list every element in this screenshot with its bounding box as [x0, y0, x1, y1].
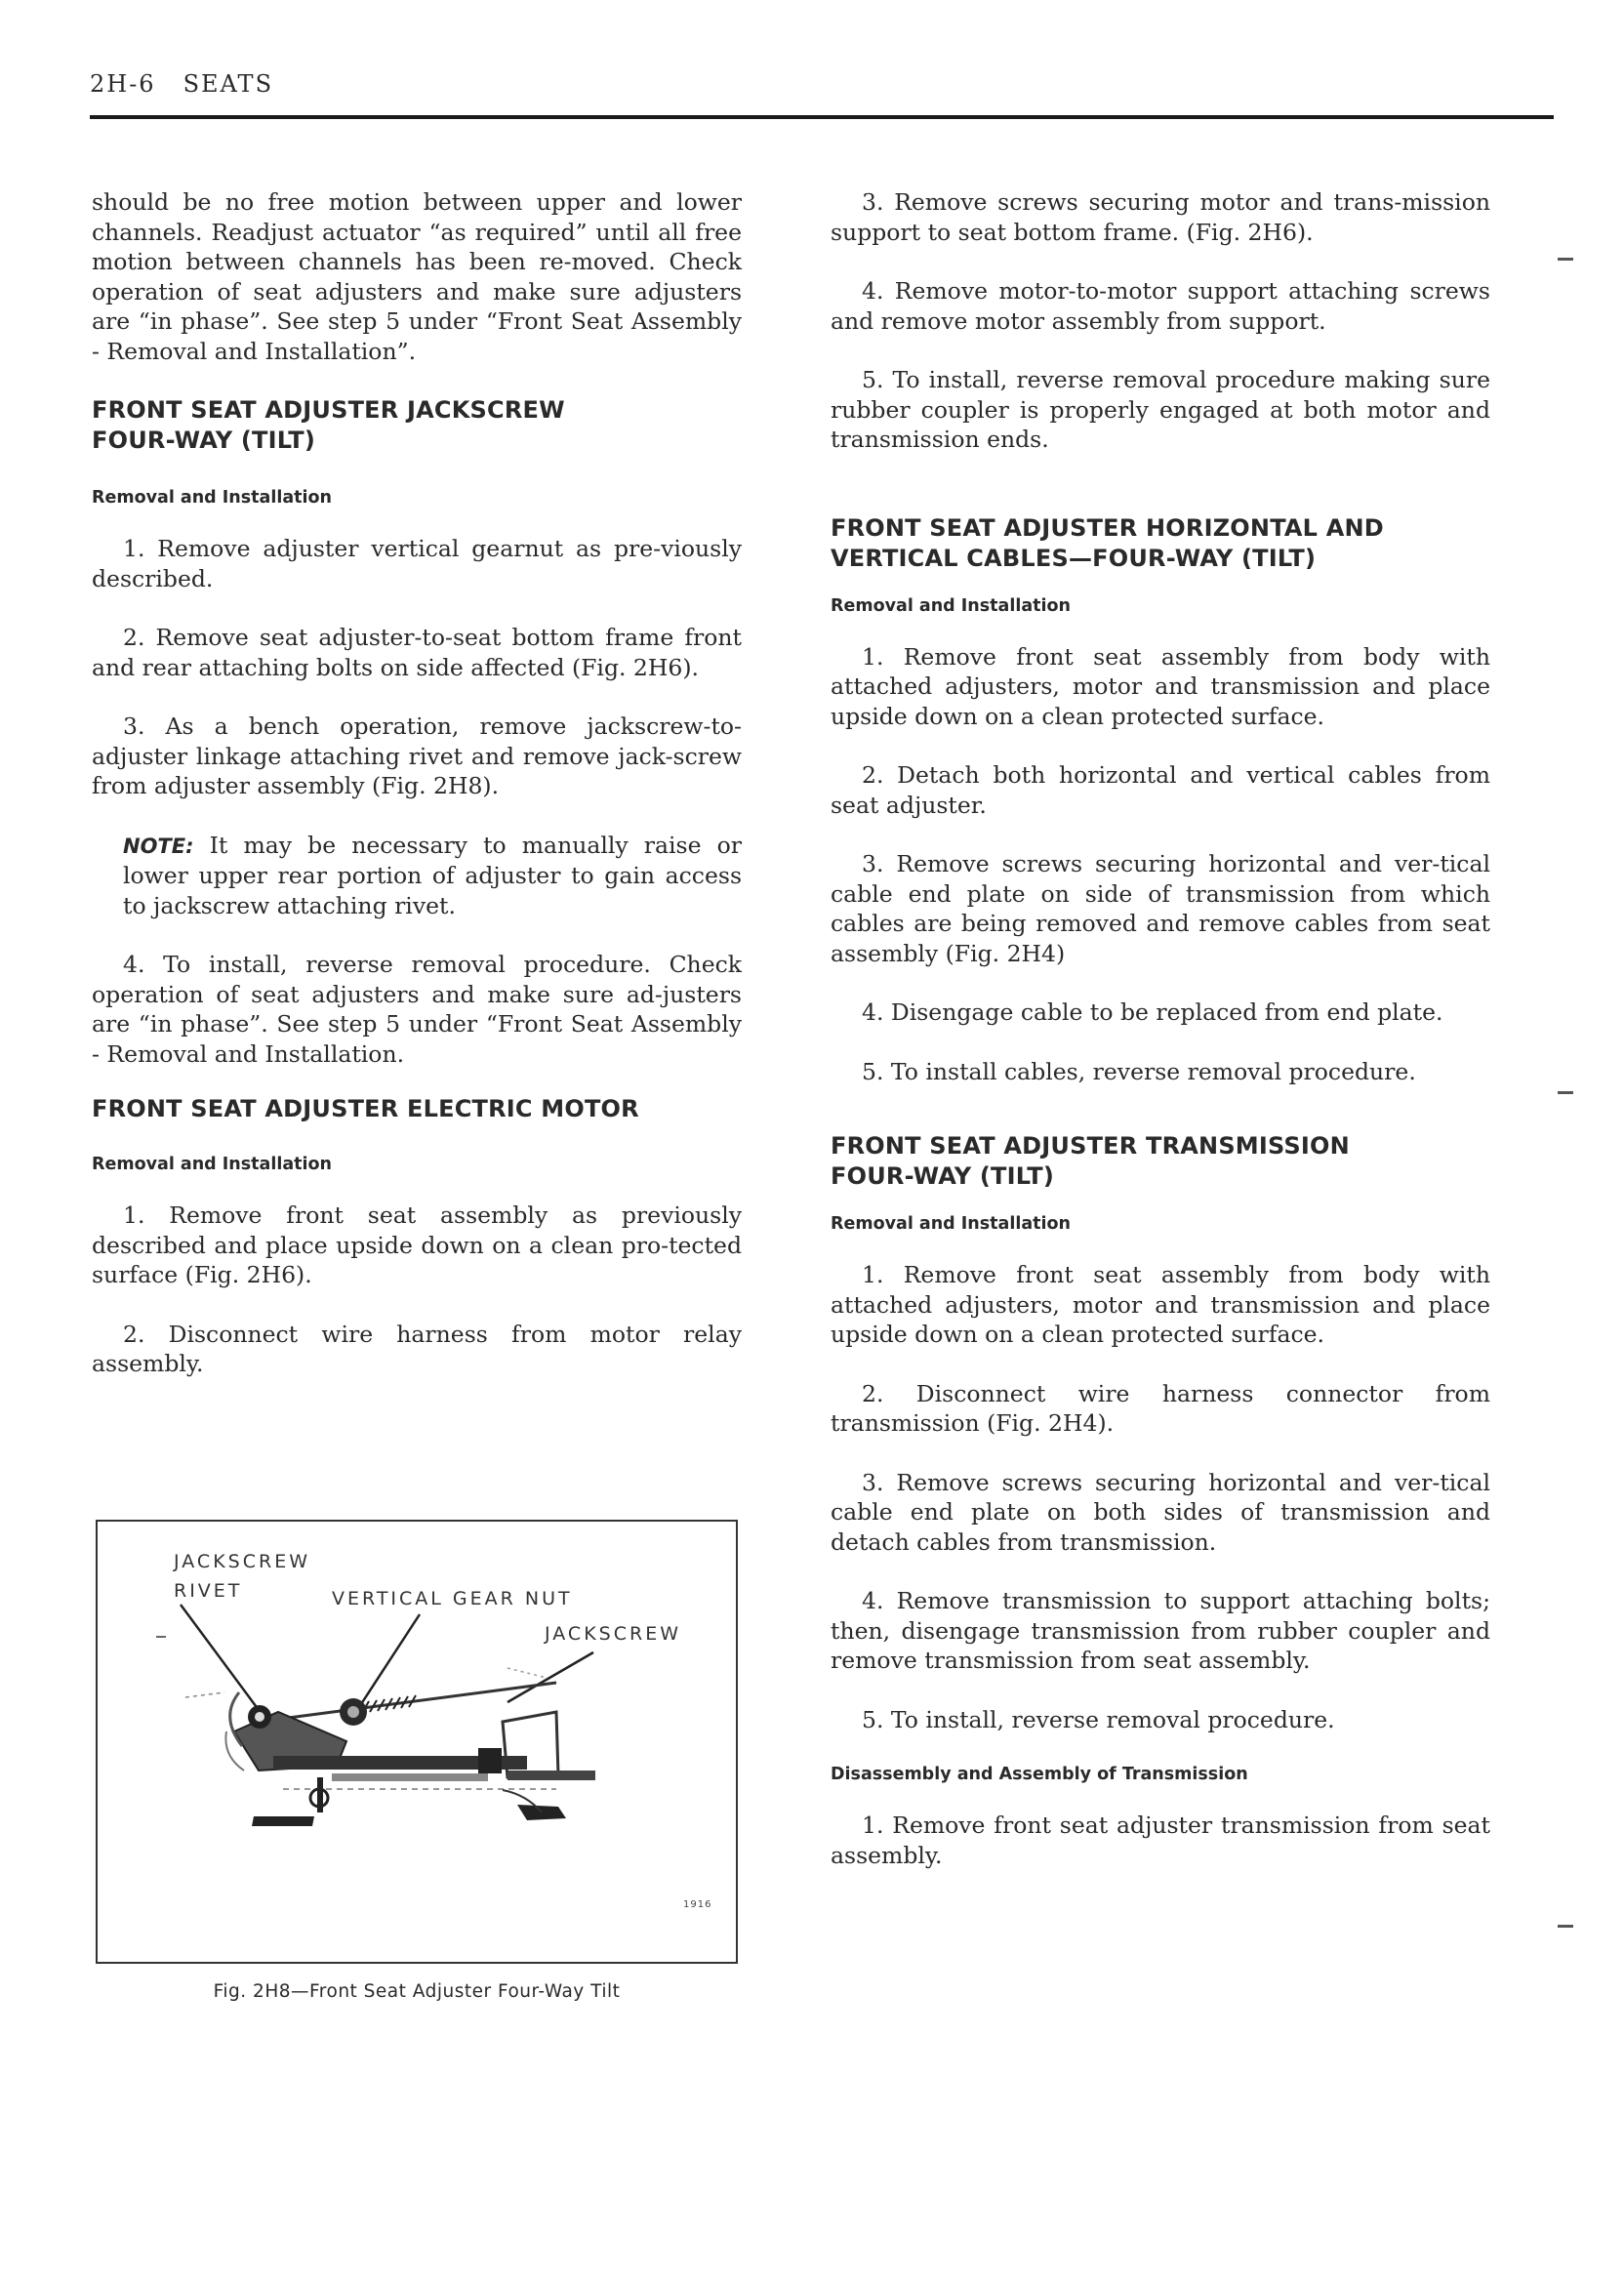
step: 4. Disengage cable to be replaced from end plate.	[862, 998, 1443, 1026]
step: 3. Remove screws securing horizontal and ver-tical cable end plate on both sides of transmission and detach cables from transmission.	[831, 1468, 1490, 1556]
note	[123, 831, 742, 921]
step: 2. Disconnect wire harness connector from transmission (Fig. 2H4).	[831, 1379, 1490, 1437]
header-rule	[90, 115, 1554, 119]
step: 2. Detach both horizontal and vertical cables from seat adjuster.	[831, 761, 1490, 819]
margin-tick	[1558, 1925, 1573, 1928]
right-column	[831, 187, 1490, 1899]
left-column	[92, 187, 742, 1408]
step: 2. Disconnect wire harness from motor relay assembly.	[92, 1320, 742, 1377]
step: 2. Remove seat adjuster-to-seat bottom frame front and rear attaching bolts on side affected (Fig. 2H6).	[92, 624, 742, 681]
step: 4. To install, reverse removal procedure. Check operation of seat adjusters and make sure ad-justers are “in phase”. See step 5 under “Front Seat Assembly - Removal and Installation.	[92, 951, 742, 1068]
subheading-disassembly: Disassembly and Assembly of Transmission	[831, 1765, 1248, 1784]
step: 5. To install, reverse removal procedure.	[862, 1705, 1335, 1733]
subheading-removal: Removal and Installation	[92, 488, 333, 508]
section-heading-motor: FRONT SEAT ADJUSTER ELECTRIC MOTOR	[92, 1095, 639, 1122]
step: 1. Remove front seat assembly as previously described and place upside down on a clean pro-tected surface (Fig. 2H6).	[92, 1201, 742, 1288]
intro-paragraph: should be no free motion between upper and lower channels. Readjust actuator “as required” until all free motion between channels has been re-moved. Check operation of seat adjusters and make sure adjusters are “in phase”. See step 5 under “Front Seat Assembly - Removal and Installation”.	[92, 188, 742, 365]
section-heading-jackscrew: FRONT SEAT ADJUSTER JACKSCREW FOUR-WAY (TILT)	[92, 396, 565, 454]
page-number: 2H-6	[90, 70, 156, 98]
label-jackscrew-rivet: JACKSCREW RIVET	[174, 1551, 310, 1602]
step: 3. As a bench operation, remove jackscrew-to-adjuster linkage attaching rivet and remove jack-screw from adjuster assembly (Fig. 2H8).	[92, 712, 742, 799]
figure-2h8	[96, 1520, 738, 1964]
step: 4. Remove transmission to support attaching bolts; then, disengage transmission from rubber coupler and remove transmission from seat assembly.	[831, 1587, 1490, 1674]
note-text: It may be necessary to manually raise or lower upper rear portion of adjuster to gain access to jackscrew attaching rivet.	[123, 831, 742, 919]
figure-caption: Fig. 2H8—Front Seat Adjuster Four-Way Tilt	[213, 1981, 621, 2002]
subheading-removal: Removal and Installation	[92, 1155, 333, 1174]
section-heading-cables: FRONT SEAT ADJUSTER HORIZONTAL AND VERTICAL CABLES—FOUR-WAY (TILT)	[831, 513, 1384, 572]
label-vertical-gear-nut: VERTICAL GEAR NUT	[332, 1588, 573, 1609]
section-heading-transmission: FRONT SEAT ADJUSTER TRANSMISSION FOUR-WAY (TILT)	[831, 1132, 1350, 1190]
step: 3. Remove screws securing horizontal and ver-tical cable end plate on side of transmission from which cables are being removed and remove cables from seat assembly (Fig. 2H4)	[831, 850, 1490, 967]
step: 1. Remove front seat adjuster transmission from seat assembly.	[831, 1812, 1490, 1869]
figure-number: 1916	[683, 1899, 712, 1910]
page-header	[90, 70, 301, 98]
label-jackscrew: JACKSCREW	[545, 1623, 681, 1645]
step: 1. Remove front seat assembly from body with attached adjusters, motor and transmission and place upside down on a clean protected surface.	[831, 1261, 1490, 1348]
step: 5. To install cables, reverse removal procedure.	[862, 1057, 1416, 1085]
margin-tick	[1558, 258, 1573, 261]
step: 1. Remove adjuster vertical gearnut as pre-viously described.	[92, 535, 742, 592]
margin-tick	[1558, 1091, 1573, 1094]
subheading-removal: Removal and Installation	[831, 595, 1072, 616]
seat-adjuster-illustration	[98, 1522, 736, 1962]
step: 1. Remove front seat assembly from body with attached adjusters, motor and transmission and place upside down on a clean protected surface.	[831, 642, 1490, 730]
step: 4. Remove motor-to-motor support attaching screws and remove motor assembly from support.	[831, 277, 1490, 335]
step: 5. To install, reverse removal procedure making sure rubber coupler is properly engaged at both motor and transmission ends.	[831, 366, 1490, 453]
section-title: SEATS	[183, 70, 274, 98]
step: 3. Remove screws securing motor and trans-mission support to seat bottom frame. (Fig. 2H6).	[831, 188, 1490, 246]
subheading-removal: Removal and Installation	[831, 1214, 1072, 1234]
note-label: NOTE:	[123, 834, 194, 858]
